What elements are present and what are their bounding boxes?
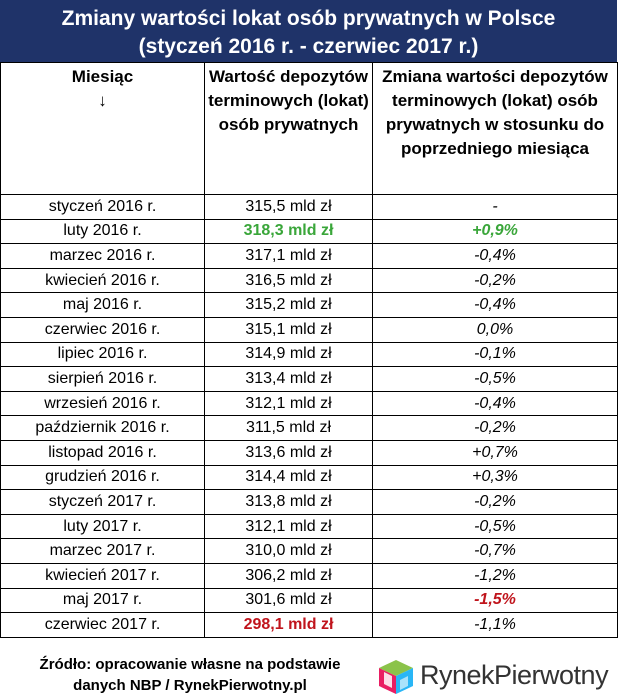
cell-change: -1,1%: [373, 613, 618, 638]
header-row: [1, 63, 618, 195]
cell-month: listopad 2016 r.: [1, 440, 205, 465]
table-title: [0, 0, 617, 62]
cell-value: 315,2 mld zł: [205, 293, 373, 318]
cell-value: 313,6 mld zł: [205, 440, 373, 465]
source-line-1: Źródło: opracowanie własne na podstawie: [39, 656, 341, 673]
cell-value: 312,1 mld zł: [205, 391, 373, 416]
cell-value: 317,1 mld zł: [205, 244, 373, 269]
table-row: [1, 490, 618, 515]
table-row: [1, 440, 618, 465]
table-row: [1, 268, 618, 293]
header-month-label: Miesiąc: [71, 67, 134, 86]
deposits-table: [0, 62, 618, 638]
cell-change: -0,4%: [373, 391, 618, 416]
cell-month: marzec 2016 r.: [1, 244, 205, 269]
cell-month: maj 2016 r.: [1, 293, 205, 318]
cell-value: 301,6 mld zł: [205, 588, 373, 613]
table-row: [1, 195, 618, 220]
cell-change: 0,0%: [373, 317, 618, 342]
cell-change: -0,4%: [373, 244, 618, 269]
cell-value: 314,4 mld zł: [205, 465, 373, 490]
cell-value: 298,1 mld zł: [205, 613, 373, 638]
cell-change: -0,2%: [373, 416, 618, 441]
cell-value: 311,5 mld zł: [205, 416, 373, 441]
header-value: Wartość depozytów terminowych (lokat) osób prywatnych: [205, 63, 373, 195]
cell-month: luty 2017 r.: [1, 514, 205, 539]
table-row: [1, 293, 618, 318]
cell-change: -0,1%: [373, 342, 618, 367]
table-row: [1, 391, 618, 416]
table-row: [1, 613, 618, 638]
cell-change: -0,4%: [373, 293, 618, 318]
cell-value: 314,9 mld zł: [205, 342, 373, 367]
cell-change: -1,5%: [373, 588, 618, 613]
cell-month: lipiec 2016 r.: [1, 342, 205, 367]
cell-change: -0,5%: [373, 367, 618, 392]
cell-change: +0,7%: [373, 440, 618, 465]
cell-value: 318,3 mld zł: [205, 219, 373, 244]
cell-change: +0,3%: [373, 465, 618, 490]
rynekpierwotny-logo: [376, 658, 616, 696]
table-row: [1, 514, 618, 539]
cell-change: -0,7%: [373, 539, 618, 564]
cell-value: 310,0 mld zł: [205, 539, 373, 564]
cell-month: kwiecień 2016 r.: [1, 268, 205, 293]
table-row: [1, 563, 618, 588]
table-row: [1, 465, 618, 490]
table-row: [1, 219, 618, 244]
cell-month: czerwiec 2017 r.: [1, 613, 205, 638]
house-cube-icon: [376, 658, 416, 696]
title-line-1: Zmiany wartości lokat osób prywatnych w Polsce: [61, 7, 556, 30]
header-change: Zmiana wartości depozytów terminowych (lokat) osób prywatnych w stosunku do poprzedniego miesiąca: [373, 63, 618, 195]
cell-month: kwiecień 2017 r.: [1, 563, 205, 588]
cell-value: 316,5 mld zł: [205, 268, 373, 293]
source-line-2: danych NBP / RynekPierwotny.pl: [73, 677, 307, 694]
logo-text: [420, 660, 608, 691]
cell-change: -0,2%: [373, 268, 618, 293]
cell-month: maj 2017 r.: [1, 588, 205, 613]
cell-change: -1,2%: [373, 563, 618, 588]
cell-month: sierpień 2016 r.: [1, 367, 205, 392]
title-line-2: (styczeń 2016 r. - czerwiec 2017 r.): [138, 35, 479, 58]
table-row: [1, 588, 618, 613]
cell-value: 306,2 mld zł: [205, 563, 373, 588]
header-month: [1, 63, 205, 195]
arrow-down-icon: ↓: [98, 91, 107, 110]
cell-value: 313,8 mld zł: [205, 490, 373, 515]
cell-change: -0,5%: [373, 514, 618, 539]
cell-change: +0,9%: [373, 219, 618, 244]
table-row: [1, 539, 618, 564]
cell-month: czerwiec 2016 r.: [1, 317, 205, 342]
cell-month: październik 2016 r.: [1, 416, 205, 441]
table-row: [1, 342, 618, 367]
source-note: [0, 654, 380, 696]
cell-month: grudzień 2016 r.: [1, 465, 205, 490]
table-row: [1, 317, 618, 342]
cell-value: 315,5 mld zł: [205, 195, 373, 220]
cell-value: 315,1 mld zł: [205, 317, 373, 342]
cell-month: marzec 2017 r.: [1, 539, 205, 564]
cell-month: wrzesień 2016 r.: [1, 391, 205, 416]
cell-month: styczeń 2017 r.: [1, 490, 205, 515]
table-row: [1, 416, 618, 441]
table-row: [1, 244, 618, 269]
cell-value: 312,1 mld zł: [205, 514, 373, 539]
logo-text-rynek: Rynek: [420, 660, 495, 690]
table-row: [1, 367, 618, 392]
logo-text-pierwotny: Pierwotny: [494, 660, 609, 690]
cell-value: 313,4 mld zł: [205, 367, 373, 392]
cell-month: styczeń 2016 r.: [1, 195, 205, 220]
cell-month: luty 2016 r.: [1, 219, 205, 244]
cell-change: -: [373, 195, 618, 220]
cell-change: -0,2%: [373, 490, 618, 515]
